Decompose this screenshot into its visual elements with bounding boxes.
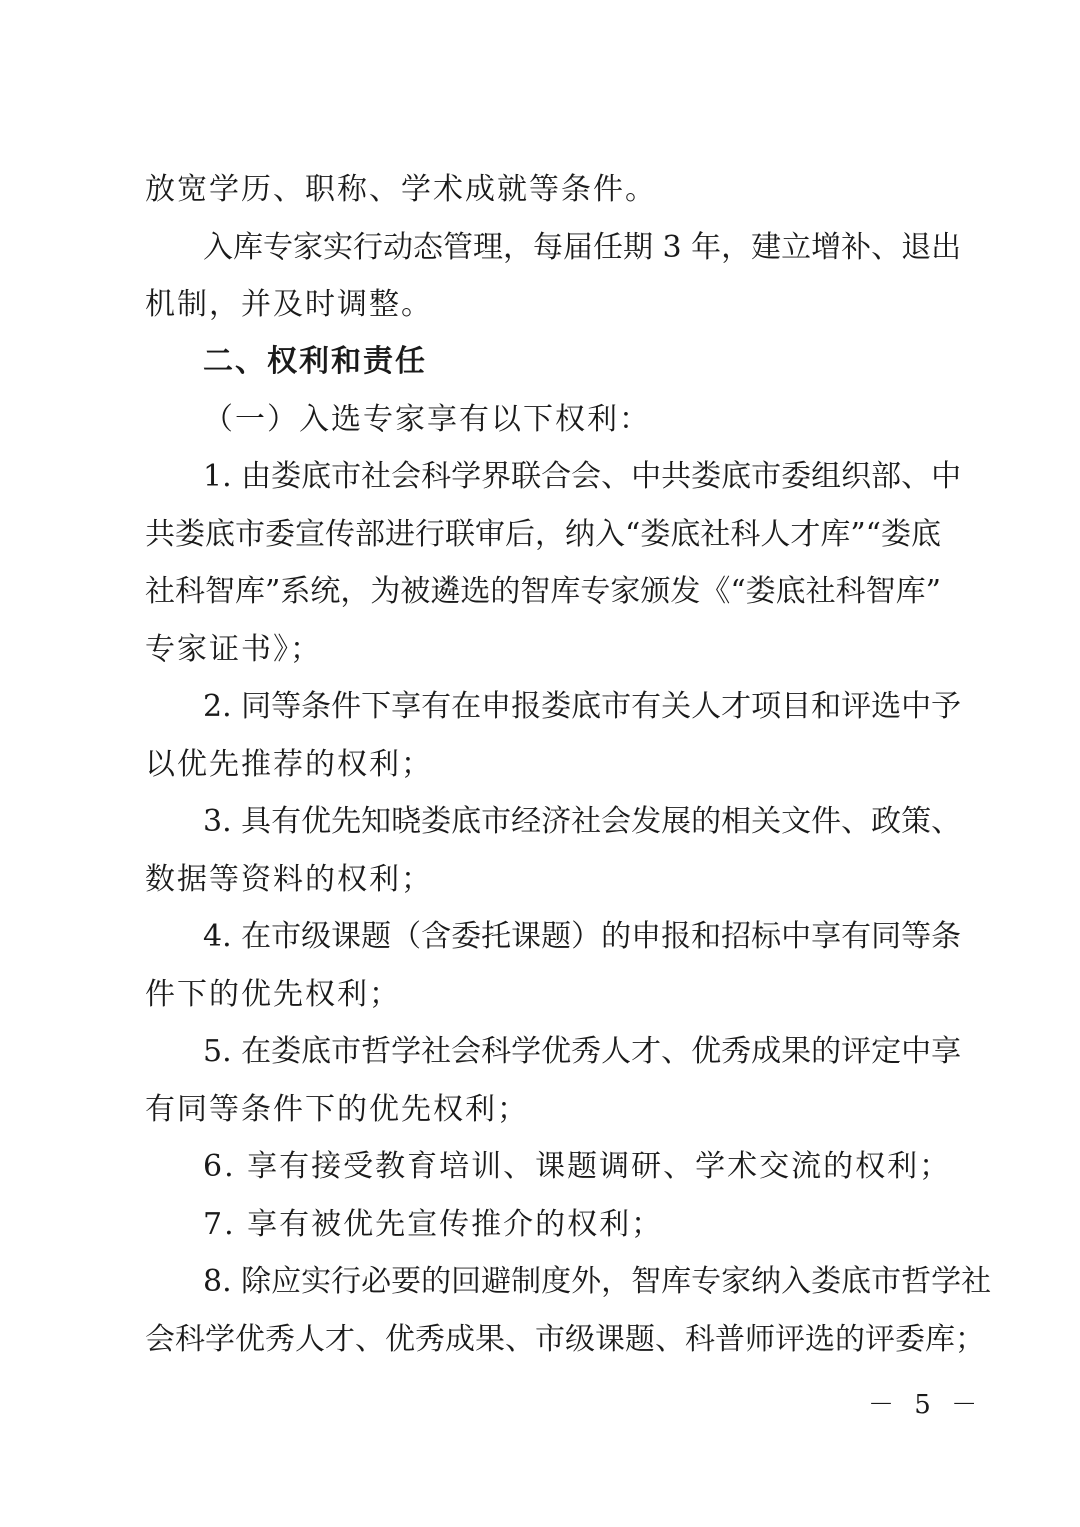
list-item-line: 社科智库”系统，为被遴选的智库专家颁发《“娄底社科智库” <box>145 574 942 609</box>
list-item-line: 有同等条件下的优先权利； <box>145 1092 529 1127</box>
list-item-first-line: 3. 具有优先知晓娄底市经济社会发展的相关文件、政策、 <box>203 804 962 839</box>
list-item-line: 共娄底市委宣传部进行联审后，纳入“娄底社科人才库”“娄底 <box>145 517 942 552</box>
list-item-line: 以优先推荐的权利； <box>145 747 433 782</box>
list-item-first-line: 2. 同等条件下享有在申报娄底市有关人才项目和评选中予 <box>203 689 962 724</box>
list-item-first-line: 4. 在市级课题（含委托课题）的申报和招标中享有同等条 <box>203 919 962 954</box>
paragraph-first-line: 入库专家实行动态管理，每届任期 3 年，建立增补、退出 <box>203 230 962 265</box>
text-line: 机制，并及时调整。 <box>145 287 433 322</box>
list-item-first-line: 6. 享有接受教育培训、课题调研、学术交流的权利； <box>203 1149 952 1184</box>
text-line: 放宽学历、职称、学术成就等条件。 <box>145 172 657 207</box>
subsection-heading: （一）入选专家享有以下权利： <box>203 402 651 437</box>
list-item-line: 专家证书》； <box>145 632 322 667</box>
section-heading: 二、权利和责任 <box>203 344 427 379</box>
list-item-line: 件下的优先权利； <box>145 977 401 1012</box>
list-item-first-line: 1. 由娄底市社会科学界联合会、中共娄底市委组织部、中 <box>203 459 962 494</box>
list-item-first-line: 5. 在娄底市哲学社会科学优秀人才、优秀成果的评定中享 <box>203 1034 962 1069</box>
list-item-line: 会科学优秀人才、优秀成果、市级课题、科普师评选的评委库； <box>145 1322 985 1357</box>
list-item-first-line: 8. 除应实行必要的回避制度外，智库专家纳入娄底市哲学社 <box>203 1264 992 1299</box>
page-number: － 5 － <box>868 1390 984 1420</box>
list-item-line: 数据等资料的权利； <box>145 862 433 897</box>
list-item-first-line: 7. 享有被优先宣传推介的权利； <box>203 1207 664 1242</box>
